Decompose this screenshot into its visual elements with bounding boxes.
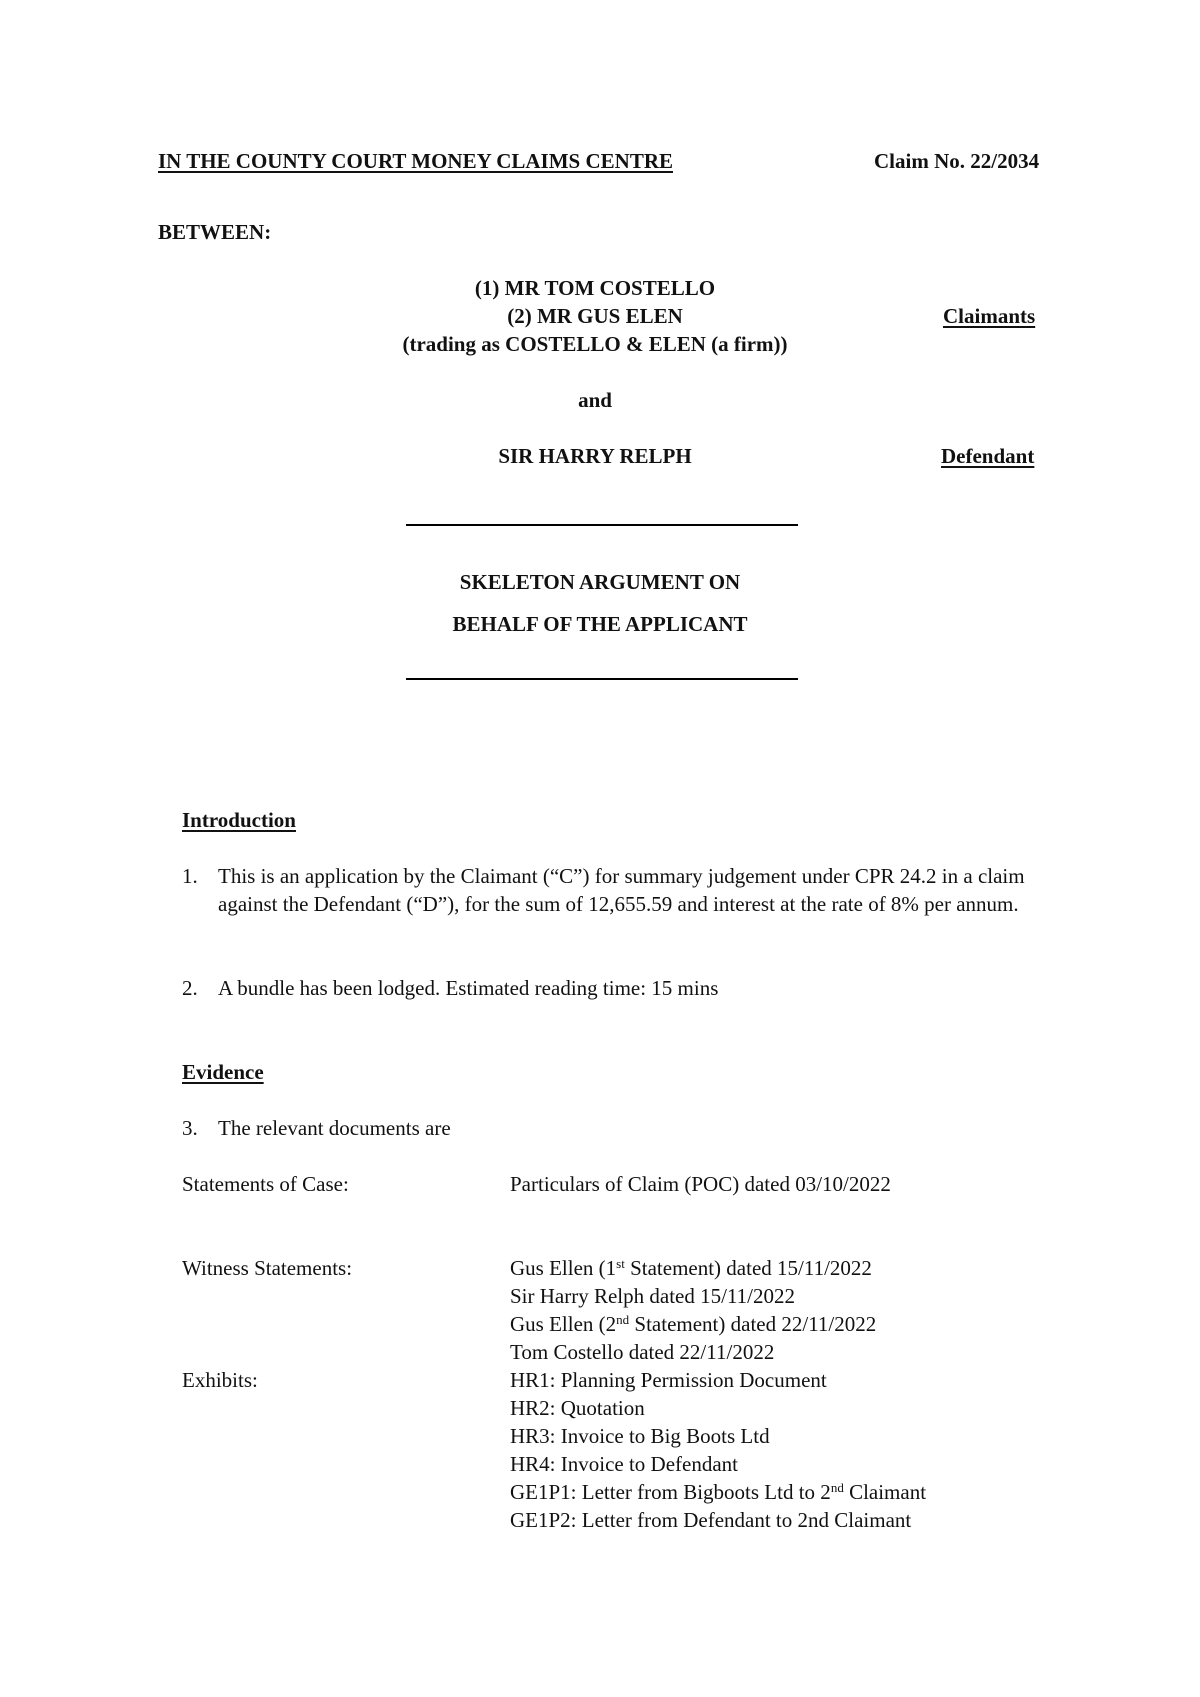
title-line-1: SKELETON ARGUMENT ON — [459, 570, 741, 594]
witness-statements-label: Witness Statements: — [182, 1256, 353, 1280]
title-rule-top — [406, 524, 798, 526]
exhibit-item-text: HR3: Invoice to Big Boots Ltd — [510, 1424, 770, 1448]
witness-statement-item-text: Gus Ellen (1 — [510, 1256, 617, 1280]
witness-statement-item-superscript: st — [616, 1256, 625, 1271]
defendant-role: Defendant — [941, 444, 1035, 468]
exhibit-item — [510, 1394, 645, 1422]
exhibit-item — [510, 1478, 926, 1506]
exhibit-item — [510, 1450, 738, 1478]
exhibit-item-superscript: nd — [830, 1480, 844, 1495]
exhibit-item-text-suffix: Claimant — [843, 1480, 927, 1504]
paragraph-1-number: 1. — [182, 864, 198, 888]
claimants-role: Claimants — [943, 304, 1036, 328]
claimant-2: (2) MR GUS ELEN — [507, 304, 683, 328]
exhibit-item-text: HR4: Invoice to Defendant — [510, 1452, 739, 1476]
paragraph-1 — [182, 862, 1062, 918]
witness-statement-item-text-suffix: Statement) dated 15/11/2022 — [624, 1256, 872, 1280]
exhibit-item-text: GE1P2: Letter from Defendant to 2nd Claimant — [510, 1508, 912, 1532]
exhibit-item-text: GE1P1: Letter from Bigboots Ltd to 2 — [510, 1480, 831, 1504]
statements-of-case-value: Particulars of Claim (POC) dated 03/10/2022 — [510, 1172, 891, 1196]
exhibit-item-text: HR2: Quotation — [510, 1396, 645, 1420]
trading-as: (trading as COSTELLO & ELEN (a firm)) — [402, 332, 788, 356]
witness-statement-item — [510, 1282, 795, 1310]
defendant-name: SIR HARRY RELPH — [498, 444, 692, 468]
exhibit-item — [510, 1366, 827, 1394]
evidence-heading: Evidence — [182, 1060, 264, 1084]
exhibits-label: Exhibits: — [182, 1368, 258, 1392]
statements-of-case-label: Statements of Case: — [182, 1172, 349, 1196]
witness-statement-item-text: Gus Ellen (2 — [510, 1312, 617, 1336]
title-rule-bottom — [406, 678, 798, 680]
paragraph-3-number: 3. — [182, 1116, 198, 1140]
claimant-1: (1) MR TOM COSTELLO — [474, 276, 716, 300]
between-label: BETWEEN: — [158, 220, 272, 244]
witness-statement-item-text: Tom Costello dated 22/11/2022 — [510, 1340, 775, 1364]
exhibit-item — [510, 1506, 911, 1534]
paragraph-3-text: The relevant documents are — [218, 1116, 451, 1140]
exhibit-item — [510, 1422, 770, 1450]
court-heading: IN THE COUNTY COURT MONEY CLAIMS CENTRE — [158, 149, 673, 173]
claim-number: Claim No. 22/2034 — [874, 149, 1040, 173]
paragraph-1-text: This is an application by the Claimant (“C”) for summary judgement under CPR 24.2 in a claim against the Defendant (“D”), for the sum of 12,655.59 and interest at the rate of 8% per annum. — [218, 864, 1025, 916]
witness-statement-item — [510, 1310, 876, 1338]
paragraph-3 — [182, 1114, 1062, 1142]
exhibit-item-text: HR1: Planning Permission Document — [510, 1368, 827, 1392]
paragraph-2-number: 2. — [182, 976, 198, 1000]
introduction-heading: Introduction — [182, 808, 296, 832]
witness-statement-item-superscript: nd — [616, 1312, 630, 1327]
and-separator: and — [578, 388, 612, 412]
paragraph-2 — [182, 974, 1062, 1002]
witness-statement-item-text: Sir Harry Relph dated 15/11/2022 — [510, 1284, 796, 1308]
witness-statement-item-text-suffix: Statement) dated 22/11/2022 — [629, 1312, 877, 1336]
witness-statement-item — [510, 1338, 774, 1366]
witness-statement-item — [510, 1254, 872, 1282]
paragraph-2-text: A bundle has been lodged. Estimated reading time: 15 mins — [218, 976, 719, 1000]
title-line-2: BEHALF OF THE APPLICANT — [452, 612, 748, 636]
